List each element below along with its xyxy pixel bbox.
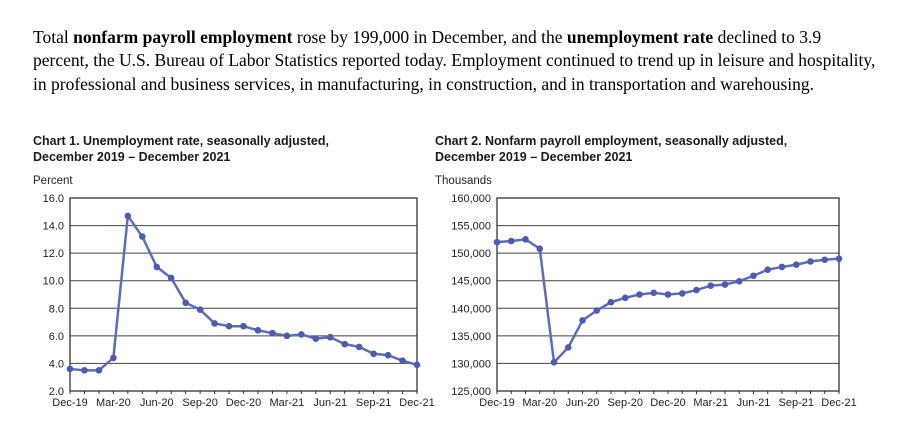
y-tick-label: 12.0 — [42, 248, 64, 261]
chart2-plot — [435, 191, 857, 413]
intro-text: rose by 199,000 in December, and the — [292, 26, 567, 47]
x-tick-label: Jun-21 — [736, 397, 771, 409]
x-tick-label: Jun-20 — [139, 397, 174, 409]
data-point-marker — [125, 213, 132, 220]
data-point-marker — [722, 281, 729, 288]
chart1-title-line2: December 2019 – December 2021 — [33, 150, 231, 164]
data-point-marker — [240, 323, 247, 330]
data-point-marker — [197, 306, 204, 313]
data-point-marker — [139, 233, 146, 240]
data-point-marker — [110, 355, 117, 362]
data-point-marker — [356, 344, 363, 351]
data-point-marker — [665, 291, 672, 298]
data-point-marker — [551, 359, 558, 366]
chart-line — [70, 216, 417, 370]
data-point-marker — [650, 290, 657, 297]
data-point-marker — [608, 299, 615, 306]
x-tick-label: Sep-21 — [355, 397, 392, 409]
intro-paragraph — [33, 26, 879, 97]
chart1-unemployment-rate — [33, 133, 433, 413]
data-point-marker — [211, 320, 218, 327]
data-point-marker — [81, 367, 88, 374]
y-tick-label: 2.0 — [48, 386, 64, 398]
data-point-marker — [593, 307, 600, 314]
y-tick-label: 155,000 — [451, 220, 491, 233]
y-tick-label: 125,000 — [451, 386, 491, 398]
chart2-title-line1: Chart 2. Nonfarm payroll employment, seasonally adjusted, — [435, 134, 788, 148]
y-tick-label: 145,000 — [451, 275, 491, 288]
data-point-marker — [793, 261, 800, 268]
data-point-marker — [341, 341, 348, 348]
data-point-marker — [821, 256, 828, 263]
x-tick-label: Sep-20 — [182, 397, 218, 409]
chart1-unit-label: Percent — [33, 175, 73, 187]
y-tick-label: 140,000 — [451, 303, 491, 316]
data-point-marker — [153, 264, 160, 271]
chart2-unit-label: Thousands — [435, 175, 492, 187]
y-tick-label: 10.0 — [42, 275, 64, 288]
x-tick-label: Dec-19 — [52, 397, 88, 409]
chart1-plot — [33, 191, 435, 413]
intro-bold-phrase: unemployment rate — [566, 26, 714, 47]
data-point-marker — [779, 264, 786, 271]
data-point-marker — [96, 367, 103, 374]
chart2-title — [435, 133, 855, 165]
y-tick-label: 150,000 — [451, 248, 491, 261]
data-point-marker — [494, 239, 501, 246]
chart1-title-line1: Chart 1. Unemployment rate, seasonally adjusted, — [33, 134, 329, 148]
data-point-marker — [385, 352, 392, 359]
data-point-marker — [636, 291, 643, 298]
data-point-marker — [565, 344, 572, 351]
y-tick-label: 8.0 — [48, 303, 64, 316]
y-tick-label: 14.0 — [42, 220, 64, 233]
data-point-marker — [370, 350, 377, 357]
y-tick-label: 130,000 — [451, 358, 491, 371]
data-point-marker — [168, 275, 175, 282]
data-point-marker — [707, 282, 714, 289]
data-point-marker — [255, 327, 262, 334]
data-point-marker — [312, 335, 319, 342]
data-point-marker — [414, 362, 421, 369]
y-tick-label: 135,000 — [451, 330, 491, 343]
y-tick-label: 4.0 — [48, 358, 64, 371]
data-point-marker — [750, 272, 757, 279]
x-tick-label: Dec-21 — [399, 397, 435, 409]
x-tick-label: Sep-20 — [607, 397, 643, 409]
x-tick-label: Dec-20 — [225, 397, 262, 409]
data-point-marker — [836, 255, 843, 262]
data-point-marker — [693, 287, 700, 294]
data-point-marker — [508, 238, 515, 245]
plot-frame — [70, 198, 417, 391]
chart-line — [497, 239, 839, 362]
data-point-marker — [269, 330, 276, 337]
data-point-marker — [399, 357, 406, 364]
data-point-marker — [284, 333, 291, 340]
data-point-marker — [298, 331, 305, 338]
x-tick-label: Dec-19 — [479, 397, 515, 409]
data-point-marker — [67, 366, 74, 373]
x-tick-label: Mar-21 — [693, 397, 729, 409]
y-tick-label: 16.0 — [42, 193, 64, 205]
x-tick-label: Mar-21 — [269, 397, 305, 409]
x-tick-label: Mar-20 — [95, 397, 131, 409]
x-tick-label: Mar-20 — [522, 397, 558, 409]
x-tick-label: Dec-20 — [650, 397, 686, 409]
x-tick-label: Jun-21 — [313, 397, 348, 409]
data-point-marker — [579, 317, 586, 324]
intro-bold-phrase: nonfarm payroll employment — [73, 26, 293, 47]
chart1-title — [33, 133, 433, 165]
y-tick-label: 160,000 — [451, 193, 491, 205]
x-tick-label: Jun-20 — [565, 397, 600, 409]
data-point-marker — [736, 278, 743, 285]
data-point-marker — [679, 290, 686, 297]
data-point-marker — [226, 323, 233, 330]
data-point-marker — [622, 295, 629, 302]
data-point-marker — [764, 266, 771, 273]
y-tick-label: 6.0 — [48, 330, 64, 343]
intro-text: Total — [33, 26, 74, 47]
data-point-marker — [807, 258, 814, 265]
x-tick-label: Sep-21 — [778, 397, 814, 409]
data-point-marker — [182, 299, 189, 306]
data-point-marker — [522, 236, 529, 243]
data-point-marker — [327, 334, 334, 341]
chart2-title-line2: December 2019 – December 2021 — [435, 150, 633, 164]
data-point-marker — [536, 245, 543, 252]
chart2-nonfarm-payroll — [435, 133, 855, 413]
intro-text: declined to 3.9 percent, the U.S. Bureau of Labor Statistics reported today. Employment continued to trend up in leisure and hospitality, in professional and business services, in manufacturing, in construction, and in transportation and warehousing. — [33, 26, 876, 94]
x-tick-label: Dec-21 — [821, 397, 857, 409]
